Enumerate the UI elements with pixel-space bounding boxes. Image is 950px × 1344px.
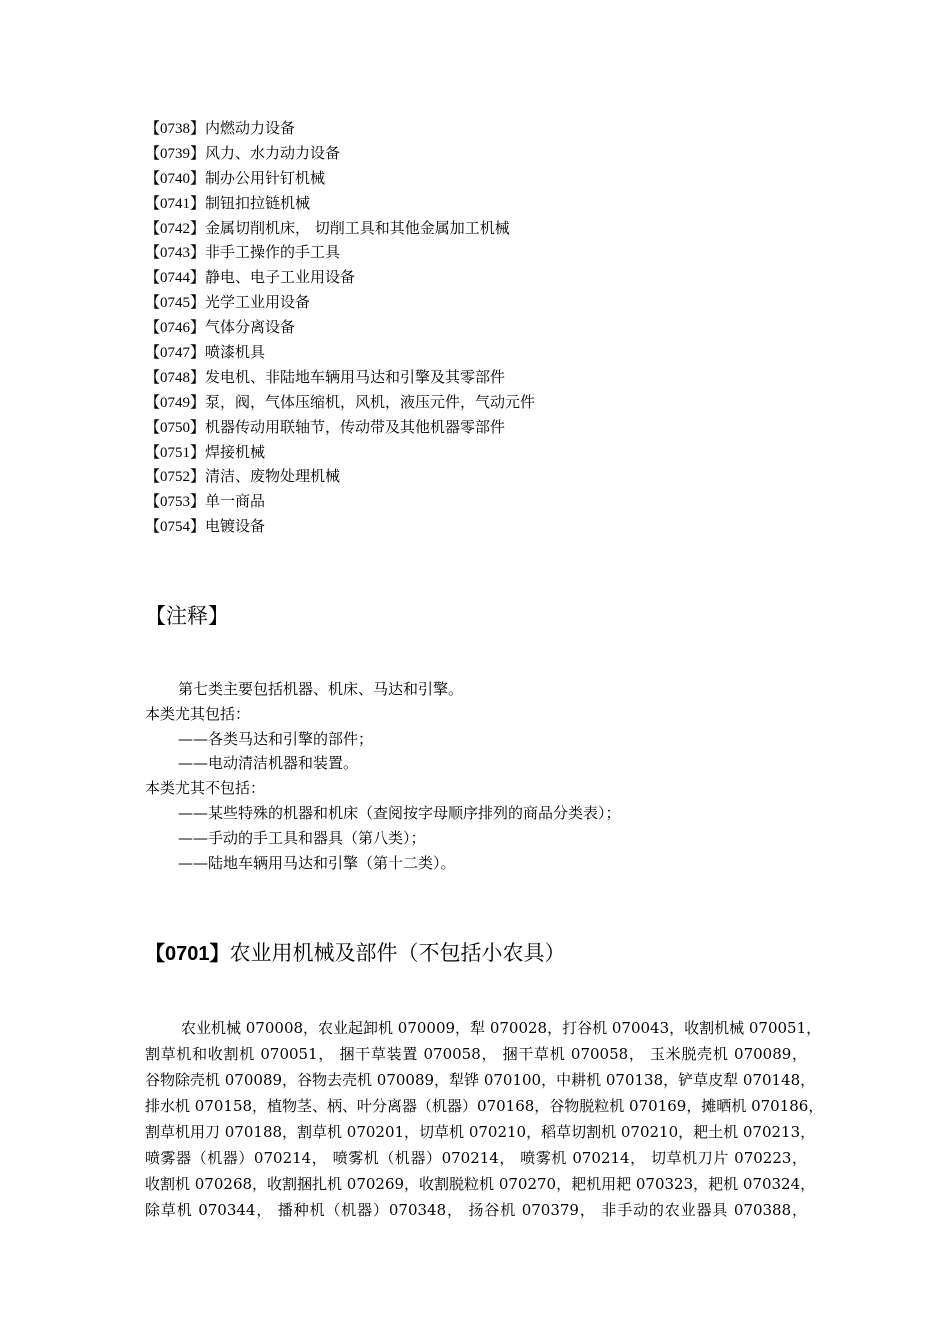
goods-line: 排水机 070158，植物茎、柄、叶分离器（机器）070168，谷物脱粒机 070169，摊晒机 070186， bbox=[145, 1097, 824, 1115]
note-line: ——陆地车辆用马达和引擎（第十二类）。 bbox=[178, 853, 456, 872]
group-code: 【0744】 bbox=[145, 270, 206, 287]
group-label: 焊接机械 bbox=[205, 442, 266, 461]
group-label: 机器传动用联轴节，传动带及其他机器零部件 bbox=[205, 417, 506, 436]
goods-line: 除草机 070344， 播种机（机器）070348， 扬谷机 070379， 非手动的农业器具 070388， bbox=[145, 1201, 807, 1219]
group-code: 【0752】 bbox=[145, 469, 206, 486]
group-label: 内燃动力设备 bbox=[205, 119, 296, 137]
goods-line: 喷雾器（机器）070214， 喷雾机（机器）070214， 喷雾机 070214， 切草机刀片 070223， bbox=[145, 1149, 807, 1167]
class-group-item bbox=[145, 265, 535, 290]
class-group-item bbox=[145, 489, 535, 514]
group-label: 单一商品 bbox=[205, 492, 266, 511]
class-group-item bbox=[145, 166, 535, 191]
class-group-item bbox=[145, 141, 535, 166]
group-code: 【0745】 bbox=[145, 295, 206, 312]
group-label: 光学工业用设备 bbox=[205, 293, 311, 312]
group-code: 【0739】 bbox=[145, 145, 206, 162]
section-code: 【0701】 bbox=[145, 943, 230, 965]
group-code: 【0743】 bbox=[145, 245, 206, 262]
group-code: 【0750】 bbox=[145, 419, 206, 436]
class-group-item bbox=[145, 315, 535, 340]
notes-heading: 【注释】 bbox=[145, 604, 229, 628]
goods-line: 割草机用刀 070188，割草机 070201，切草机 070210，稻草切割机 070210，耙土机 070213， bbox=[145, 1123, 816, 1141]
note-line: ——各类马达和引擎的部件； bbox=[178, 729, 374, 748]
group-label: 金属切削机床， 切削工具和其他金属加工机械 bbox=[205, 218, 510, 237]
goods-line: 割草机和收割机 070051， 捆干草装置 070058， 捆干草机 070058， 玉米脱壳机 070089， bbox=[145, 1045, 807, 1063]
group-code: 【0746】 bbox=[145, 320, 206, 337]
class-group-item bbox=[145, 390, 535, 415]
group-code: 【0754】 bbox=[145, 519, 206, 536]
class-group-item bbox=[145, 415, 535, 440]
group-label: 制办公用针钉机械 bbox=[205, 168, 326, 187]
goods-line: 收割机 070268，收割捆扎机 070269，收割脱粒机 070270，耙机用耙 070323，耙机 070324， bbox=[145, 1175, 816, 1193]
class-group-item bbox=[145, 216, 535, 241]
notes-body bbox=[145, 677, 621, 875]
group-label: 喷漆机具 bbox=[205, 343, 266, 362]
group-code: 【0738】 bbox=[145, 121, 206, 137]
note-line: ——某些特殊的机器和机床（查阅按字母顺序排列的商品分类表）； bbox=[178, 803, 621, 822]
group-code: 【0741】 bbox=[145, 195, 206, 212]
group-label: 清洁、废物处理机械 bbox=[205, 467, 341, 486]
note-line: 本类尤其不包括： bbox=[145, 779, 266, 798]
group-label: 气体分离设备 bbox=[205, 318, 296, 337]
class-group-item bbox=[145, 340, 535, 365]
goods-line: 农业机械 070008，农业起卸机 070009，犁 070028，打谷机 070043，收割机械 070051， bbox=[181, 1019, 822, 1037]
group-label: 风力、水力动力设备 bbox=[205, 143, 341, 162]
note-line: ——手动的手工具和器具（第八类）； bbox=[178, 828, 426, 847]
class-group-item bbox=[145, 191, 535, 216]
group-label: 泵，阀，气体压缩机，风机，液压元件，气动元件 bbox=[205, 392, 536, 411]
class-group-item bbox=[145, 440, 535, 465]
goods-list-paragraph bbox=[145, 1015, 824, 1223]
class-group-item bbox=[145, 116, 535, 141]
section-title: 农业用机械及部件（不包括小农具） bbox=[229, 941, 566, 965]
class-group-list bbox=[145, 116, 535, 539]
group-code: 【0742】 bbox=[145, 220, 206, 237]
class-group-item bbox=[145, 464, 535, 489]
group-code: 【0751】 bbox=[145, 444, 206, 461]
class-group-item bbox=[145, 514, 535, 539]
group-code: 【0748】 bbox=[145, 369, 206, 386]
group-label: 制钮扣拉链机械 bbox=[205, 193, 311, 212]
note-line: 第七类主要包括机器、机床、马达和引擎。 bbox=[178, 680, 464, 698]
group-code: 【0753】 bbox=[145, 494, 206, 511]
note-line: 本类尤其包括： bbox=[145, 704, 251, 723]
group-label: 发电机、非陆地车辆用马达和引擎及其零部件 bbox=[205, 367, 506, 386]
class-group-item bbox=[145, 365, 535, 390]
goods-line: 谷物除壳机 070089，谷物去壳机 070089，犁铧 070100，中耕机 070138，铲草皮犁 070148， bbox=[145, 1071, 816, 1089]
class-group-item bbox=[145, 240, 535, 265]
class-group-item bbox=[145, 290, 535, 315]
note-line: ——电动清洁机器和装置。 bbox=[178, 754, 359, 773]
group-code: 【0749】 bbox=[145, 394, 206, 411]
group-code: 【0740】 bbox=[145, 170, 206, 187]
group-label: 非手工操作的手工具 bbox=[205, 243, 341, 262]
group-label: 静电、电子工业用设备 bbox=[205, 268, 356, 287]
section-heading bbox=[145, 936, 566, 971]
group-label: 电镀设备 bbox=[205, 517, 266, 536]
group-code: 【0747】 bbox=[145, 345, 206, 362]
